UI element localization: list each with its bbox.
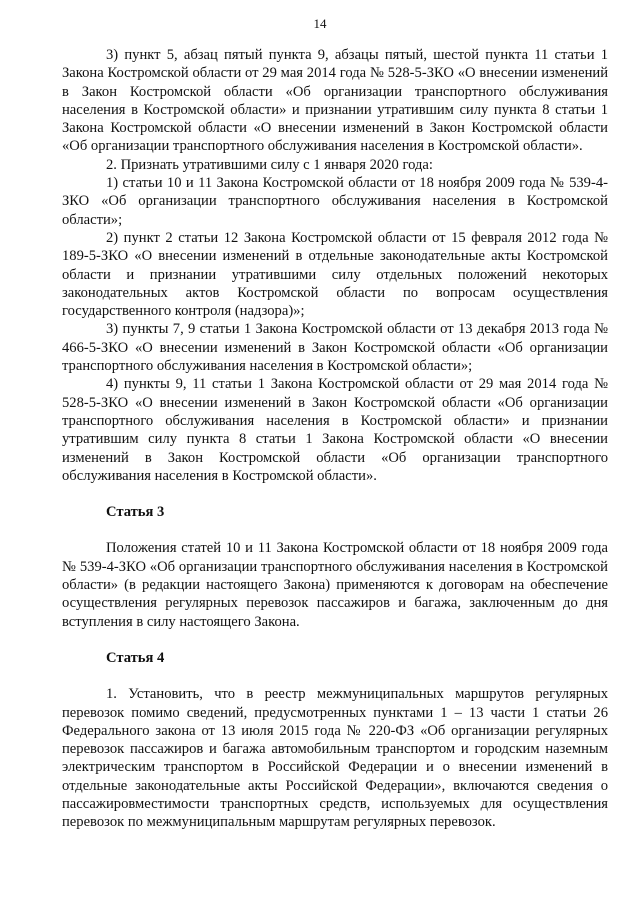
paragraph: 1. Установить, что в реестр межмуниципальных маршрутов регулярных перевозок помимо сведений, предусмотренных пунктами 1 – 13 части 1 статьи 26 Федерального закона от 13 июля 2015 года № 220-ФЗ «Об организации регулярных перевозок пассажиров и багажа автомобильным транспортом и городским наземным электрическим транспортом в Российской Федерации и о внесении изменений в отдельные законодательные акты Российской Федерации», включаются сведения о пассажировместимости транспортных средств, используемых для осуществления перевозок по межмуниципальным маршрутам регулярных перевозок. (62, 686, 608, 831)
paragraph: 1) статьи 10 и 11 Закона Костромской области от 18 ноября 2009 года № 539-4-ЗКО «Об организации транспортного обслуживания населения в Костромской области»; (62, 175, 608, 228)
page-number: 14 (313, 16, 327, 31)
document-body (62, 46, 608, 832)
article-heading: Статья 4 (106, 649, 165, 666)
paragraph: 4) пункты 9, 11 статьи 1 Закона Костромской области от 29 мая 2014 года № 528-5-ЗКО «О внесении изменений в Закон Костромской области «Об организации транспортного обслуживания населения в Костромской области» и признании утратившим силу пункта 8 статьи 1 Закона Костромской области «О внесении изменений в Закон Костромской области «Об организации транспортного обслуживания населения в Костромской области». (62, 376, 608, 484)
paragraph: Положения статей 10 и 11 Закона Костромской области от 18 ноября 2009 года № 539-4-ЗКО «Об организации транспортного обслуживания населения в Костромской области» (в редакции настоящего Закона) применяются к договорам на обеспечение осуществления регулярных перевозок пассажиров и багажа, заключенным до дня вступления в силу настоящего Закона. (62, 540, 608, 630)
article-heading: Статья 3 (106, 504, 165, 521)
paragraph: 3) пункты 7, 9 статьи 1 Закона Костромской области от 13 декабря 2013 года № 466-5-ЗКО «О внесении изменений в Закон Костромской области «Об организации транспортного обслуживания населения в Костромской области»; (62, 321, 608, 375)
paragraph: 3) пункт 5, абзац пятый пункта 9, абзацы пятый, шестой пункта 11 статьи 1 Закона Костромской области от 29 мая 2014 года № 528-5-ЗКО «О внесении изменений в Закон Костромской области «Об организации транспортного обслуживания населения в Костромской области» и признании утратившим силу пункта 8 статьи 1 Закона Костромской области «О внесении изменений в Закон Костромской области «Об организации транспортного обслуживания населения в Костромской области». (62, 47, 608, 155)
paragraph: 2) пункт 2 статьи 12 Закона Костромской области от 15 февраля 2012 года № 189-5-ЗКО «О внесении изменений в отдельные законодательные акты Костромской области и признании утратившими силу отдельных положений некоторых законодательных актов Костромской области по вопросам осуществления государственного контроля (надзора)»; (62, 229, 608, 320)
paragraph: 2. Признать утратившими силу с 1 января 2020 года: (106, 156, 433, 173)
